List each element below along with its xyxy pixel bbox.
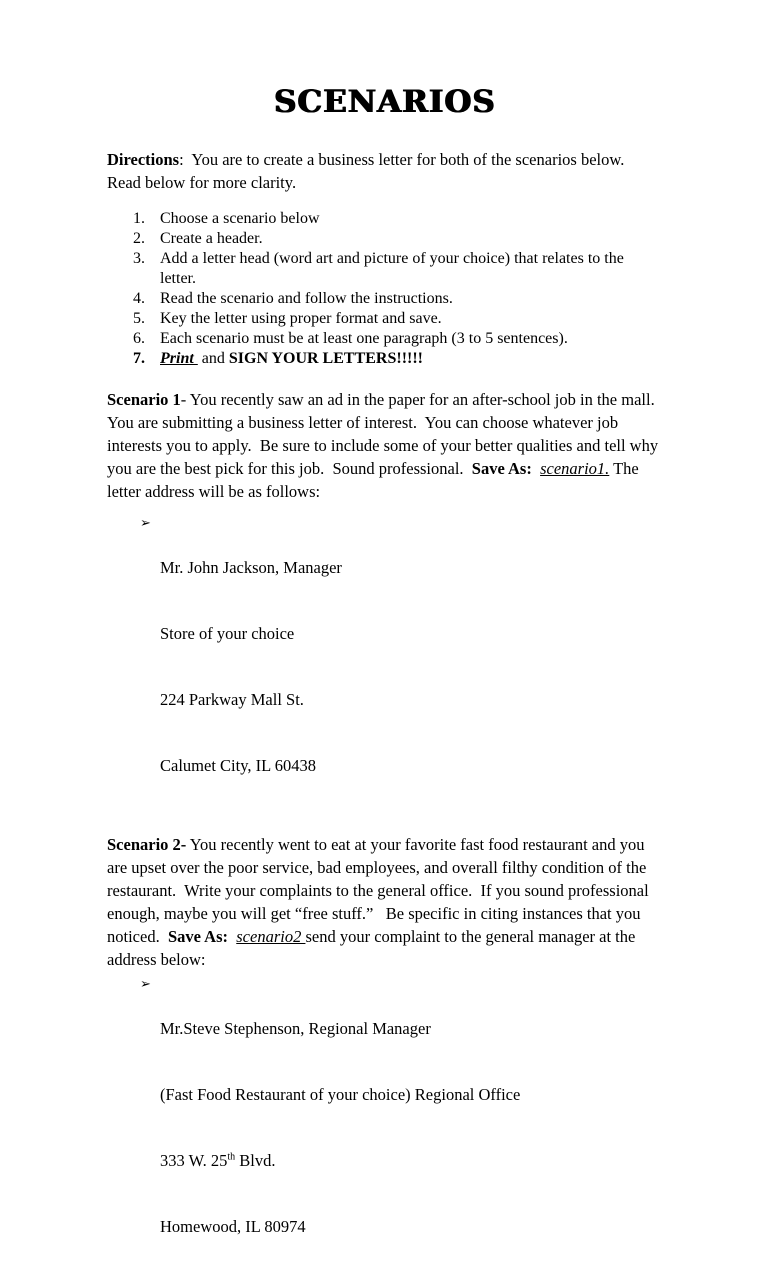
arrowhead-bullet-icon: ➢ [140,977,151,992]
directions-paragraph [107,148,663,194]
list-number: 6. [133,330,145,347]
save-as-gap [228,927,236,946]
address-block-1 [107,513,663,821]
list-item [133,249,663,289]
directions-text: : You are to create a business letter for both of the scenarios below. Read below for more clarity. [107,150,633,192]
address-line: Mr. John Jackson, Manager [160,558,342,577]
conjunction-text: and [197,350,229,367]
scenario2-paragraph [107,833,663,971]
directions-label: Directions [107,150,180,169]
list-item-text: Key the letter using proper format and save. [160,310,442,327]
ordinal-superscript: th [227,1151,236,1163]
print-emphasis: Print [160,350,198,367]
address-lines [160,513,342,821]
list-number: 3. [133,250,145,267]
list-item [133,229,663,249]
sign-letters-emphasis: SIGN YOUR LETTERS!!!!! [228,350,423,367]
address-line: Store of your choice [160,624,295,643]
list-number: 2. [133,230,145,247]
list-item-text: Choose a scenario below [160,210,320,227]
scenario2-heading: Scenario 2- [107,835,187,854]
list-item-text [160,349,423,369]
list-item [133,289,663,309]
list-item [133,209,663,229]
address-line: Homewood, IL 80974 [160,1217,306,1236]
scenario2-after-save: send your complaint to the general manager at the address below: [107,927,640,969]
list-item [133,309,663,329]
list-item [133,349,663,369]
save-as-filename: scenario1. [540,459,610,478]
arrowhead-bullet-icon: ➢ [140,516,151,531]
scenario2-body: You recently went to eat at your favorite fast food restaurant and you are upset over the poor service, bad employees, and overall filthy condition of the restaurant. Write your complaints to the general office. If you sound professional enough, maybe you will get “free stuff.” Be specific in citing instances that you noticed. [107,835,653,946]
scenario1-after-save: The letter address will be as follows: [107,459,643,501]
scenario1-body: - You recently saw an ad in the paper for an after-school job in the mall. You are submitting a business letter of interest. You can choose whatever job interests you to apply. Be sure to include some of your better qualities and tell why you are the best pick for this job. Sound professional. [107,390,663,478]
address-line: 224 Parkway Mall St. [160,690,304,709]
save-as-label: Save As: [471,459,532,478]
save-as-filename: scenario2 [236,927,306,946]
address-block-2 [107,974,663,1282]
address-line: (Fast Food Restaurant of your choice) Regional Office [160,1085,521,1104]
steps-list [107,209,663,369]
list-number: 7. [133,350,145,367]
page-title: SCENARIOS [274,84,496,120]
scenario1-paragraph [107,388,663,503]
address-line: Mr.Steve Stephenson, Regional Manager [160,1019,431,1038]
address-line: Calumet City, IL 60438 [160,756,316,775]
list-item-text: Add a letter head (word art and picture of your choice) that relates to the letter. [160,250,628,287]
address-lines [160,974,520,1282]
address-line-street-number: 333 W. 25 [160,1151,228,1170]
list-item-text: Read the scenario and follow the instructions. [160,290,453,307]
address-line [160,1150,520,1172]
list-item-text: Create a header. [160,230,263,247]
save-as-label: Save As: [167,927,228,946]
save-as-gap [532,459,540,478]
address-line-street-suffix: Blvd. [235,1151,276,1170]
list-number: 4. [133,290,145,307]
list-item [133,329,663,349]
list-number: 1. [133,210,145,227]
list-number: 5. [133,310,145,327]
scenario1-heading: Scenario 1 [107,390,181,409]
list-item-text: Each scenario must be at least one paragraph (3 to 5 sentences). [160,330,568,347]
